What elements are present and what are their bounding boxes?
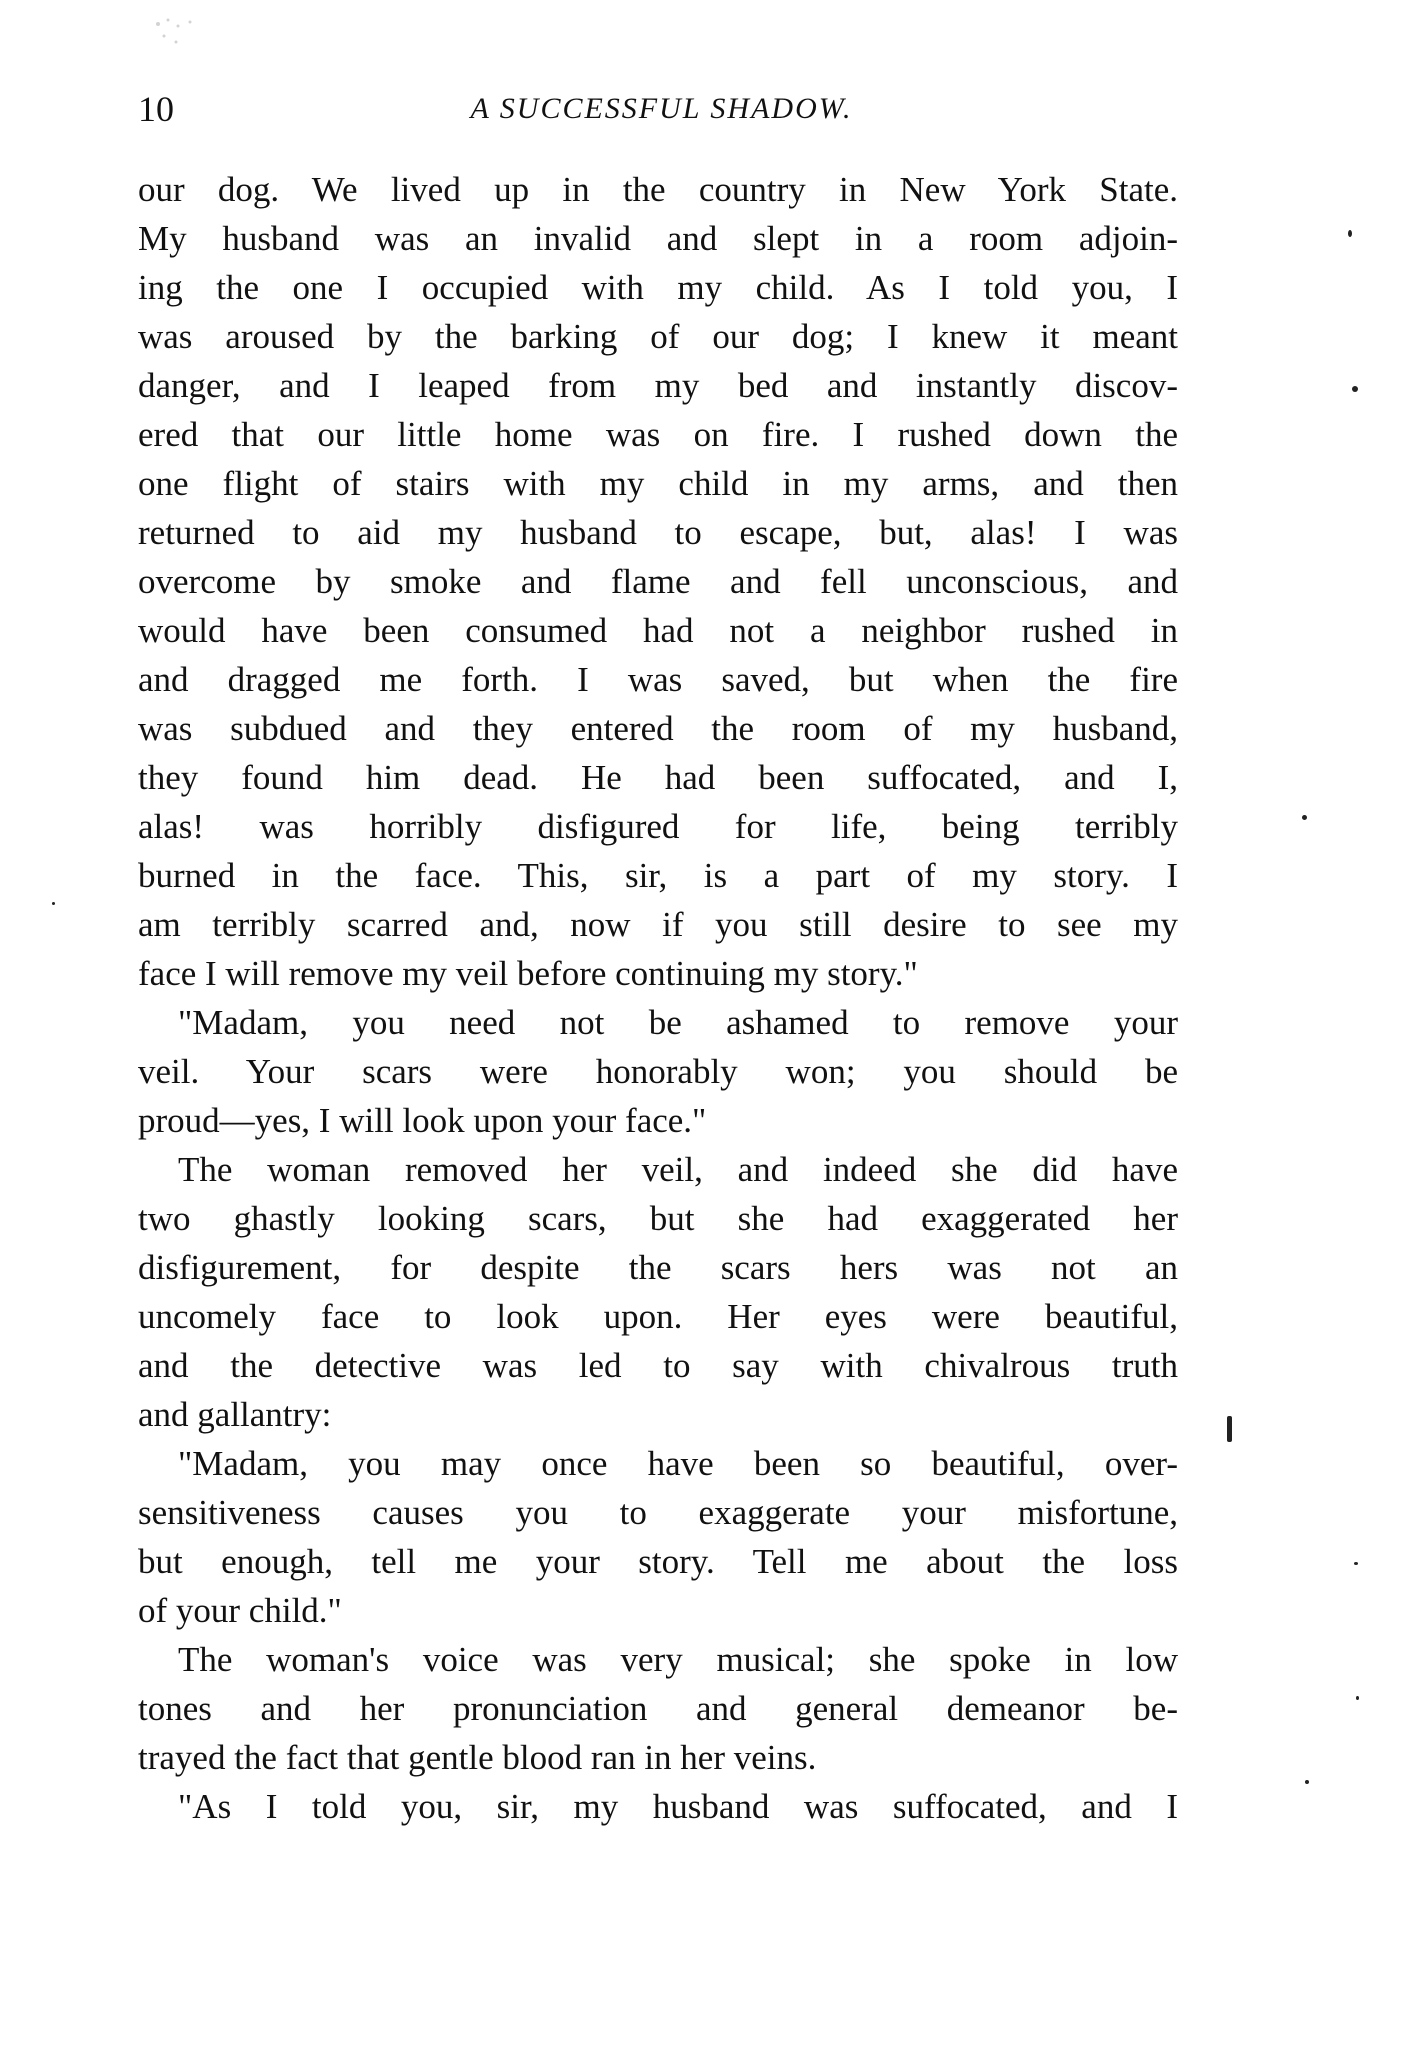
text-line: "Madam, you need not be ashamed to remove your [178,1003,1178,1042]
text-line: of your child." [138,1591,342,1630]
text-line: sensitiveness causes you to exaggerate your misfortune, [138,1493,1178,1532]
text-line: face I will remove my veil before continuing my story." [138,954,918,993]
text-line: veil. Your scars were honorably won; you should be [138,1052,1178,1091]
scan-speck [1356,1696,1359,1700]
text-line: ing the one I occupied with my child. As I told you, I [138,268,1178,307]
text-line: but enough, tell me your story. Tell me about the loss [138,1542,1178,1581]
text-line: overcome by smoke and flame and fell unconscious, and [138,562,1178,601]
scan-speck [1348,230,1352,237]
text-line: returned to aid my husband to escape, but, alas! I was [138,513,1178,552]
page-number: 10 [138,89,174,129]
text-line: would have been consumed had not a neighbor rushed in [138,611,1178,650]
text-line: proud—yes, I will look upon your face." [138,1101,707,1140]
text-line: two ghastly looking scars, but she had exaggerated her [138,1199,1178,1238]
text-line: was aroused by the barking of our dog; I knew it meant [138,317,1178,356]
text-line: they found him dead. He had been suffocated, and I, [138,758,1178,797]
body-text [138,165,1178,1831]
text-line: ered that our little home was on fire. I rushed down the [138,415,1178,454]
text-line: "As I told you, sir, my husband was suffocated, and I [178,1787,1178,1826]
scan-speck [1305,1780,1309,1784]
scan-speck [1354,1562,1358,1565]
text-line: and gallantry: [138,1395,332,1434]
text-line: one flight of stairs with my child in my arms, and then [138,464,1178,503]
scan-speck [1302,815,1307,820]
text-line: and dragged me forth. I was saved, but when the fire [138,660,1178,699]
text-line: The woman's voice was very musical; she spoke in low [178,1640,1178,1679]
text-line: trayed the fact that gentle blood ran in her veins. [138,1738,817,1777]
scan-speck [52,902,55,905]
text-line: disfigurement, for despite the scars hers was not an [138,1248,1178,1287]
text-line: am terribly scarred and, now if you still desire to see my [138,905,1178,944]
running-title: A SUCCESSFUL SHADOW. [470,92,853,125]
text-line: alas! was horribly disfigured for life, being terribly [138,807,1178,846]
scan-speck [1227,1416,1232,1442]
text-line: uncomely face to look upon. Her eyes were beautiful, [138,1297,1178,1336]
text-line: and the detective was led to say with chivalrous truth [138,1346,1178,1385]
text-line: "Madam, you may once have been so beautiful, over- [178,1444,1178,1483]
page-header [138,84,1185,134]
text-line: The woman removed her veil, and indeed she did have [178,1150,1178,1189]
text-line: tones and her pronunciation and general demeanor be- [138,1689,1178,1728]
text-line: was subdued and they entered the room of my husband, [138,709,1178,748]
scan-smudge [150,14,210,54]
text-line: My husband was an invalid and slept in a room adjoin- [138,219,1178,258]
text-line: our dog. We lived up in the country in New York State. [138,170,1178,209]
scan-speck [1352,386,1358,392]
text-line: burned in the face. This, sir, is a part of my story. I [138,856,1178,895]
text-line: danger, and I leaped from my bed and instantly discov- [138,366,1178,405]
